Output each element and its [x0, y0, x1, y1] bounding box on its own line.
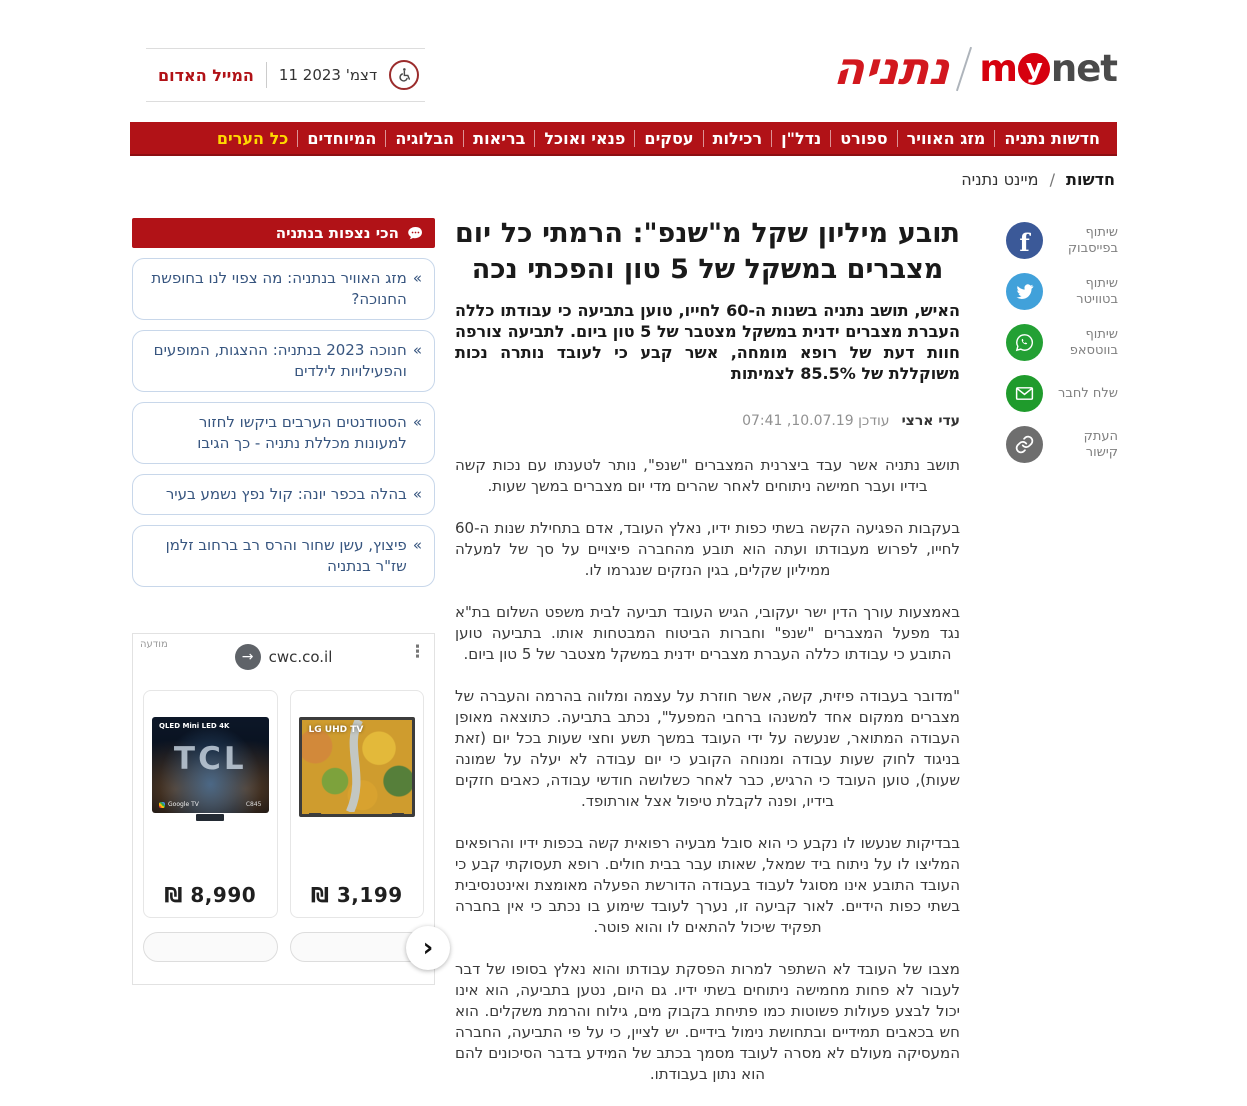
author-name[interactable]: עדי ארצי — [901, 413, 960, 429]
share-copy-link-label: העתק קישור — [1083, 428, 1118, 460]
nav-item-realestate[interactable]: נדל"ן — [781, 128, 822, 148]
related-link[interactable] — [132, 330, 435, 392]
nav-separator — [830, 130, 831, 147]
article-byline — [455, 404, 960, 429]
article-paragraph: מצבו של העובד לא השתפר למרות הפסקת עבודתו והוא נאלץ בסופו של דבר לעבור לא פחות מחמישה ניתוחים בשתי ידיו. גם היום, נטען בתביעה, הוא אינו יכול לבצע פעולות פשוטות כמו פתיחת בקבוק מים, גילוח והרמת משקלים. הוא חש בכאבים תמידיים ובתחושת נימול בידיים. יש לציין, כי על פי התביעה, החברה המעסיקה מעולם לא מסרה לעובד מסמך בכתב של המידע בדבר הסיכונים להם הוא נתון בעבודתו. — [455, 960, 960, 1083]
twitter-icon — [1006, 273, 1043, 310]
header-date: 11 דצמ' 2023 — [278, 66, 378, 84]
speech-bubble-icon — [406, 224, 425, 243]
header-utility-bar — [146, 48, 425, 102]
related-link-text: מזג האוויר בנתניה: מה צפוי לנו בחופשת החנוכה? — [151, 269, 407, 308]
ad-product-lg[interactable] — [290, 690, 425, 918]
nav-item-health[interactable]: בריאות — [473, 128, 526, 148]
chevron-left-icon: « — [412, 413, 422, 431]
nav-separator — [534, 130, 535, 147]
article-body — [455, 455, 960, 1085]
ad-domain-text: cwc.co.il — [268, 648, 333, 666]
share-whatsapp-label: שיתוף בווטסאפ — [1069, 326, 1118, 358]
article-paragraph: "מדובר בעבודה פיזית, קשה, אשר חוזרת על עצמה ומלווה בהרמה והעברה של מצברים ממקום אחד למשנהו ברחבי המפעל", נכתב בתביעה. כתוצאה מאופן העבודה המתואר, שנעשה על ידי העובד במשך תשע וחצי שעות בכל יום (זאת בניגוד לחוק שעות עבודה ומנוחה הקובע כי יום עבודה לא יעלה על שמונה שעות), טוען העובד כי הרגיש, כבר לאחר כשלושה חודשי עבודה, כאבים חזקים בידיו, ופנה לקבלת טיפול אצל אורתופד. — [455, 687, 960, 810]
nav-separator — [897, 130, 898, 147]
tcl-tv-image — [152, 717, 269, 821]
lg-tv-image — [299, 717, 416, 821]
nav-separator — [297, 130, 298, 147]
share-rail — [1002, 222, 1118, 477]
nav-item-business[interactable]: עסקים — [644, 128, 694, 148]
chevron-left-icon: « — [412, 341, 422, 359]
breadcrumb — [961, 170, 1115, 189]
updated-timestamp: עודכן 10.07.19, 07:41 — [742, 413, 890, 429]
share-facebook-label: שיתוף בפייסבוק — [1067, 224, 1118, 256]
accessibility-button[interactable] — [389, 60, 419, 90]
tcl-brand-text: TCL — [173, 741, 247, 777]
share-facebook-button[interactable] — [1002, 222, 1118, 259]
share-copy-link-button[interactable] — [1002, 426, 1118, 463]
most-viewed-header — [132, 218, 435, 248]
whatsapp-icon — [1006, 324, 1043, 361]
main-navigation — [130, 122, 1117, 156]
nav-separator — [771, 130, 772, 147]
ad-cta-button[interactable] — [143, 932, 278, 962]
article-subtitle: האיש, תושב נתניה בשנות ה-60 לחייו, טוען בתביעה כי עבודתו כללה העברת מצברים ידנית במשקל מצטבר של 5 טון ביום. לתביעה צורפה חוות דעת של רופא מומחה, אשר קבע כי לעובד נותרה נכות משוקללת של 85.5% לצמיתות — [455, 301, 961, 383]
logo-divider — [956, 46, 972, 90]
article-paragraph: תושב נתניה אשר עבד ביצרנית המצברים "שנפ", נותר לטענתו עם נכות קשה בידיו ועבר חמישה ניתוחים לאחר שהרים מדי יום מצברים במשך שעות. — [455, 456, 960, 495]
article-paragraph: בעקבות הפגיעה הקשה בשתי כפות ידיו, נאלץ העובד, אדם בתחילת שנות ה-60 לחייו, לפרוש מעבודתו ועתה הוא תובע מהחברה פיצויים על סך של למעלה ממיליון שקלים, בגין הנזקים שנגרמו לו. — [455, 519, 960, 579]
most-viewed-sidebar — [132, 218, 435, 985]
nav-separator — [634, 130, 635, 147]
site-logo[interactable] — [826, 42, 1117, 95]
nav-item-leisure-food[interactable]: פנאי ואוכל — [544, 128, 626, 148]
ad-product-tcl[interactable] — [143, 690, 278, 918]
share-email-button[interactable] — [1002, 375, 1118, 412]
tcl-tagline: QLED Mini LED 4K — [159, 722, 230, 730]
related-link-text: בהלה בכפר יונה: קול נפץ נשמע בעיר — [165, 485, 407, 503]
tv-leg — [309, 813, 323, 817]
red-mail-link[interactable]: המייל האדום — [158, 65, 254, 85]
chevron-left-icon: « — [412, 485, 422, 503]
nav-item-blogia[interactable]: הבלוגיה — [395, 128, 455, 148]
logo-net: net — [1050, 47, 1117, 90]
related-link[interactable] — [132, 402, 435, 464]
nav-item-all-cities[interactable]: כל הערים — [216, 128, 289, 148]
ad-domain-link[interactable] — [143, 642, 424, 672]
nav-item-gossip[interactable]: רכילות — [712, 128, 763, 148]
mynet-logo — [979, 47, 1117, 90]
nav-separator — [994, 130, 995, 147]
share-twitter-button[interactable] — [1002, 273, 1118, 310]
nav-item-weather[interactable]: מזג האוויר — [906, 128, 986, 148]
product-price: ₪ 8,990 — [164, 883, 257, 907]
ad-buttons-row — [143, 932, 424, 962]
ad-cta-button[interactable] — [290, 932, 425, 962]
related-link[interactable] — [132, 258, 435, 320]
google-tv-logo: Google TV — [159, 801, 199, 808]
related-link-text: הסטודנטים הערבים ביקשו לחזור למעונות מכללת נתניה - כך הגיבו — [197, 413, 407, 452]
article-paragraph: בבדיקות שנעשו לו נקבע כי הוא סובל מבעיה רפואית קשה בכפות ידיו והרופאים המליצו לו על ניתוח ביד שמאל, שאותו עבר בבית חולים. רופא תעסוקתי קבע כי העובד התובע אינו מסוגל לעבוד בעבודה הדורשת הפעלה מאומצת ואינטנסיבית בשתי כפות הידיים. לאור קביעה זו, נערך לעובד שימוע בו נכתב כי אין בחברה תפקיד שיכול להתאים לו והוא פוטר. — [455, 834, 960, 936]
article-paragraph: באמצעות עורך הדין ישר יעקובי, הגיש העובד תביעה לבית משפט השלום בת"א נגד מפעל המצברים "שנפ" וחברות הביטוח המבטחות אותו. בתביעה טוען התובע כי עבודתו כללה העברת מצברים ידנית במשקל מצטבר של 5 טון ביום. — [455, 603, 960, 663]
tv-leg — [390, 813, 404, 817]
most-viewed-title: הכי נצפות בנתניה — [275, 224, 399, 242]
nav-separator — [703, 130, 704, 147]
chevron-left-icon: « — [412, 536, 422, 554]
logo-y-circle-icon: y — [1018, 53, 1050, 85]
breadcrumb-separator: / — [1049, 170, 1055, 189]
breadcrumb-section[interactable]: חדשות — [1066, 170, 1115, 189]
envelope-icon — [1006, 375, 1043, 412]
arrow-right-icon: → — [235, 644, 261, 670]
article — [455, 216, 960, 1106]
nav-item-specials[interactable]: המיוחדים — [307, 128, 377, 148]
tv-stand — [196, 814, 224, 821]
related-link[interactable] — [132, 525, 435, 587]
page — [130, 0, 1118, 1083]
advertisement — [132, 633, 435, 985]
tcl-model: C845 — [245, 801, 262, 808]
header-divider — [266, 62, 267, 88]
nav-item-local-news[interactable]: חדשות נתניה — [1004, 128, 1100, 148]
facebook-icon: f — [1006, 222, 1043, 259]
nav-separator — [385, 130, 386, 147]
breadcrumb-site[interactable]: מיינט נתניה — [961, 170, 1039, 189]
nav-separator — [463, 130, 464, 147]
wheelchair-icon — [395, 66, 413, 84]
related-link-text: פיצוץ, עשן שחור והרס רב ברחוב זלמן שז"ר בנתניה — [165, 536, 407, 575]
related-link[interactable] — [132, 474, 435, 515]
logo-m: m — [979, 47, 1017, 90]
ad-product-cards — [143, 690, 424, 918]
chevron-right-icon: › — [422, 933, 434, 963]
article-title: תובע מיליון שקל מ"שנפ": הרמתי כל יום מצברים במשקל של 5 טון והפכתי נכה — [455, 218, 960, 285]
share-email-label: שלח לחבר — [1058, 385, 1118, 401]
city-logo-text: נתניה — [831, 42, 952, 95]
related-link-text: חנוכה 2023 בנתניה: ההצגות, המופעים והפעילויות לילדים — [153, 341, 407, 380]
nav-item-sports[interactable]: ספורט — [840, 128, 888, 148]
ad-label: מודעה — [140, 639, 168, 650]
lg-tagline: LG UHD TV — [308, 725, 364, 735]
link-icon — [1006, 426, 1043, 463]
chevron-left-icon: « — [412, 269, 422, 287]
carousel-next-button[interactable] — [406, 926, 450, 970]
kebab-menu-icon[interactable]: ⋮ — [409, 642, 426, 662]
product-price: ₪ 3,199 — [310, 883, 403, 907]
share-whatsapp-button[interactable] — [1002, 324, 1118, 361]
share-twitter-label: שיתוף בטוויטר — [1076, 275, 1118, 307]
